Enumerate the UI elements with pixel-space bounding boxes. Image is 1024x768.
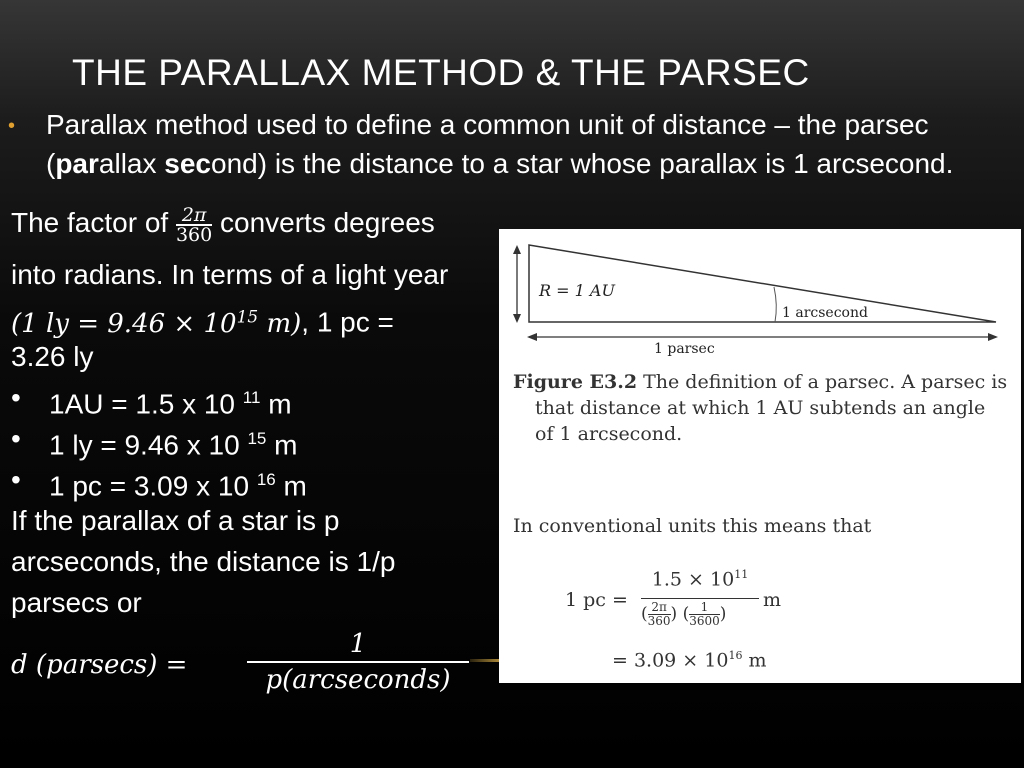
conventional-units-text: In conventional units this means that	[513, 515, 872, 537]
eq-fraction-bar	[641, 598, 759, 599]
parallax-line-2: arcseconds, the distance is 1/p	[11, 546, 396, 577]
eq-numerator: $1.5 \times 10^{11}$	[651, 568, 749, 591]
eq-unit: m	[763, 589, 782, 611]
factor-line: The factor of $\frac{2\pi}{360}$ converts degrees	[11, 203, 435, 246]
light-year-line: (1 ly = $9.46 \times 10^{15}$ m), 1 pc =	[11, 306, 394, 339]
slide-title: THE PARALLAX METHOD & THE PARSEC	[72, 52, 810, 93]
parallax-line-1: If the parallax of a star is p	[11, 505, 340, 536]
parsec-figure	[499, 229, 1021, 683]
parallax-line-3: parsecs or	[11, 587, 142, 618]
figure-caption: Figure E3.2 The definition of a parsec. A parsec is that distance at which 1 AU subtends an angle of 1 arcsecond.	[513, 371, 1008, 445]
distance-fraction: 1 p(arcseconds)	[247, 627, 469, 697]
eq-result: = $3.09 \times 10^{16}$ m	[612, 649, 767, 672]
factor-fraction: $\frac{2\pi}{360}$	[175, 203, 213, 246]
eq-denominator: ( $\frac{2\pi}{360}$ ) ( $\frac{1}{3600}$ )	[641, 600, 727, 628]
arcsecond-label: 1 arcsecond	[782, 305, 868, 321]
eq-lhs: 1 pc =	[565, 589, 628, 611]
parsec-label: 1 parsec	[654, 341, 715, 357]
bullet-dot-icon: •	[8, 115, 16, 137]
intro-text: Parallax method used to define a common unit of distance – the parsec (parallax second) is the distance to a star whose parallax is 1 arcsecond.	[46, 109, 954, 179]
radians-line: into radians. In terms of a light year	[11, 259, 449, 290]
r-label: R = 1 AU	[539, 281, 615, 300]
ly-value-line: 3.26 ly	[11, 341, 94, 372]
